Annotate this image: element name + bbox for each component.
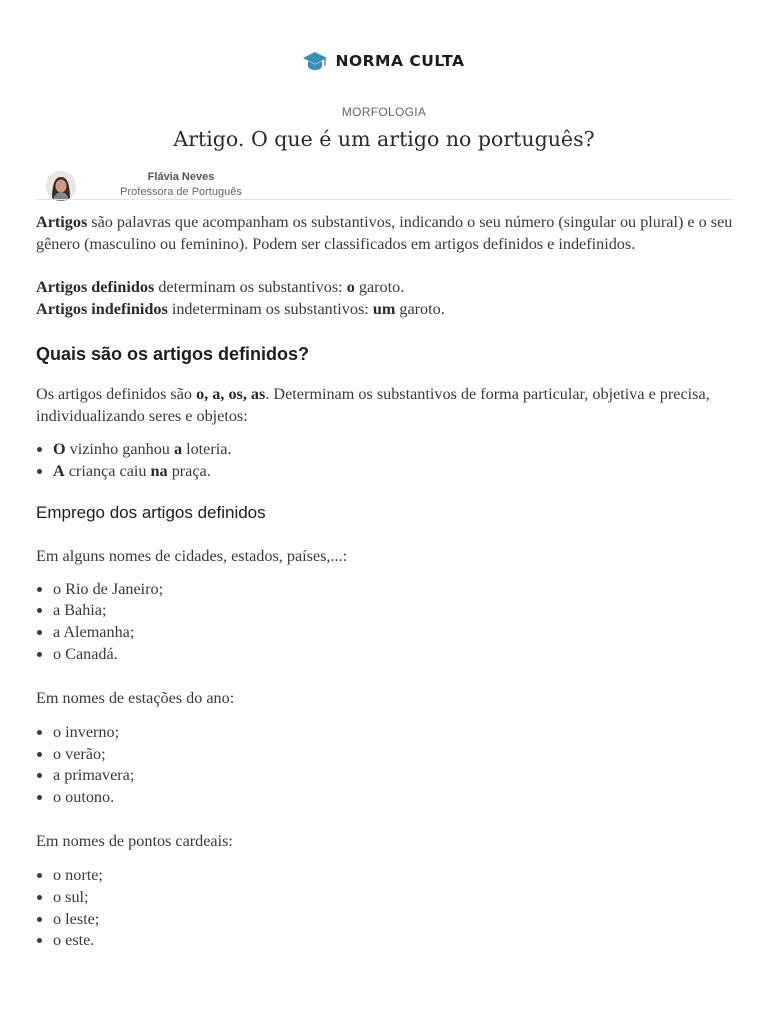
intro-paragraph <box>36 211 736 255</box>
list-item: • o sul; <box>53 887 736 909</box>
example-article: A <box>53 461 65 480</box>
definition-line <box>36 278 404 296</box>
list-item: • o Rio de Janeiro; <box>53 579 736 601</box>
site-logo[interactable] <box>303 50 464 72</box>
definition-line <box>36 300 445 318</box>
definition-noun: garoto. <box>354 278 405 296</box>
list-item: • o outono. <box>53 787 736 809</box>
list-item: • o norte; <box>53 865 736 887</box>
definition-article: o <box>346 278 355 296</box>
author-info <box>116 170 246 200</box>
avatar[interactable] <box>46 171 76 201</box>
subheading: Emprego dos artigos definidos <box>36 502 266 522</box>
intro-text: são palavras que acompanham os substantivos, indicando o seu número (singular ou plural) e o seu gênero (masculino ou feminino). Podem ser classificados em artigos definidos e indefinidos. <box>36 213 733 253</box>
author-name[interactable]: Flávia Neves <box>147 171 215 183</box>
graduation-cap-icon <box>303 50 327 72</box>
section-intro <box>36 383 736 427</box>
group-label: Em nomes de estações do ano: <box>36 688 235 707</box>
definitions-paragraph <box>36 276 736 320</box>
group-list <box>36 579 736 666</box>
section-intro-text: . Determinam os substantivos de forma particular, objetiva e precisa, individualizando seres e objetos: <box>36 385 710 425</box>
logo-text: NORMA CULTA <box>335 52 465 70</box>
group-list <box>36 865 736 952</box>
list-item: • o inverno; <box>53 722 736 744</box>
definition-noun: garoto. <box>395 300 445 318</box>
example-text: praça. <box>167 461 211 480</box>
example-article: na <box>150 461 168 480</box>
page-title: Artigo. O que é um artigo no português? <box>173 127 595 151</box>
list-item: • o Canadá. <box>53 644 736 666</box>
section-heading: Quais são os artigos definidos? <box>36 344 310 364</box>
example-text: loteria. <box>182 440 232 458</box>
examples-list <box>36 439 736 483</box>
article-body <box>36 211 736 952</box>
divider <box>36 199 733 200</box>
author-block <box>46 170 286 200</box>
author-role: Professora de Português <box>120 186 242 198</box>
intro-term: Artigos <box>36 213 88 231</box>
list-item: • o este. <box>53 930 736 952</box>
example-article: a <box>173 440 183 458</box>
list-item: • a Alemanha; <box>53 622 736 644</box>
list-item <box>53 439 736 461</box>
site-header <box>0 50 768 72</box>
definition-article: um <box>372 300 396 318</box>
section-intro-text: Os artigos definidos são <box>36 385 197 403</box>
group-label: Em nomes de pontos cardeais: <box>36 831 233 850</box>
list-item: • a primavera; <box>53 765 736 787</box>
example-text: criança caiu <box>64 461 151 480</box>
example-article: O <box>53 440 66 458</box>
group-label: Em alguns nomes de cidades, estados, países,...: <box>36 546 348 565</box>
list-item: • a Bahia; <box>53 600 736 622</box>
definition-term: Artigos indefinidos <box>36 300 168 318</box>
definition-text: indeterminam os substantivos: <box>167 300 373 318</box>
definition-term: Artigos definidos <box>36 278 155 296</box>
list-item: • o leste; <box>53 909 736 931</box>
article-category[interactable]: MORFOLOGIA <box>341 105 427 119</box>
definition-text: determinam os substantivos: <box>154 278 347 296</box>
section-intro-articles: o, a, os, as <box>196 385 266 403</box>
list-item: • o verão; <box>53 744 736 766</box>
group-list <box>36 722 736 809</box>
example-text: vizinho ganhou <box>65 440 174 458</box>
list-item <box>53 461 736 483</box>
